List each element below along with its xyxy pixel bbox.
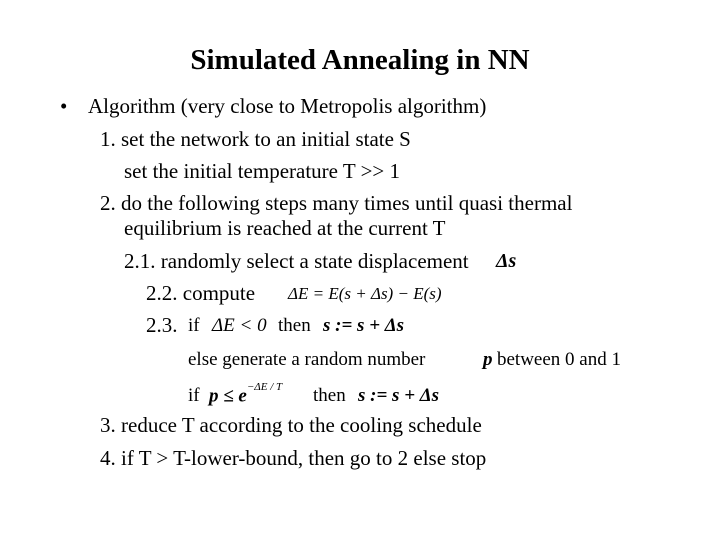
delta-e-formula: ΔE = E(s + Δs) − E(s) <box>288 284 442 303</box>
p-variable: p <box>483 349 493 370</box>
exponent: −ΔE / T <box>246 381 283 393</box>
step-2b: equilibrium is reached at the current T <box>124 216 446 240</box>
between-label: between 0 and 1 <box>497 349 621 370</box>
assign-2: s := s + Δs <box>358 385 440 406</box>
bullet-icon: • <box>60 94 68 118</box>
step-2a: 2. do the following steps many times until quasi thermal <box>100 191 573 215</box>
algorithm-line: Algorithm (very close to Metropolis algorithm) <box>88 94 487 118</box>
step-3: 3. reduce T according to the cooling schedule <box>100 413 482 437</box>
step-2-2: 2.2. compute <box>146 281 256 305</box>
condition-lhs: p ≤ e <box>209 385 247 407</box>
else-line: else generate a random number <box>188 349 426 370</box>
then-label-2: then <box>313 385 346 406</box>
condition-delta-e: ΔE < 0 <box>212 315 267 336</box>
if-label-2: if <box>188 385 200 406</box>
step-1a: 1. set the network to an initial state S <box>100 127 411 151</box>
step-4: 4. if T > T-lower-bound, then go to 2 else stop <box>100 446 487 470</box>
if-label-1: if <box>188 315 200 336</box>
condition-boltzmann <box>209 381 283 407</box>
step-2-1: 2.1. randomly select a state displacement <box>124 249 469 273</box>
delta-s-symbol: Δs <box>496 250 517 272</box>
assign-1: s := s + Δs <box>323 315 405 336</box>
then-label-1: then <box>278 315 311 336</box>
slide-title: Simulated Annealing in NN <box>190 44 530 76</box>
step-1b: set the initial temperature T >> 1 <box>124 159 401 183</box>
step-2-3: 2.3. <box>146 313 178 337</box>
